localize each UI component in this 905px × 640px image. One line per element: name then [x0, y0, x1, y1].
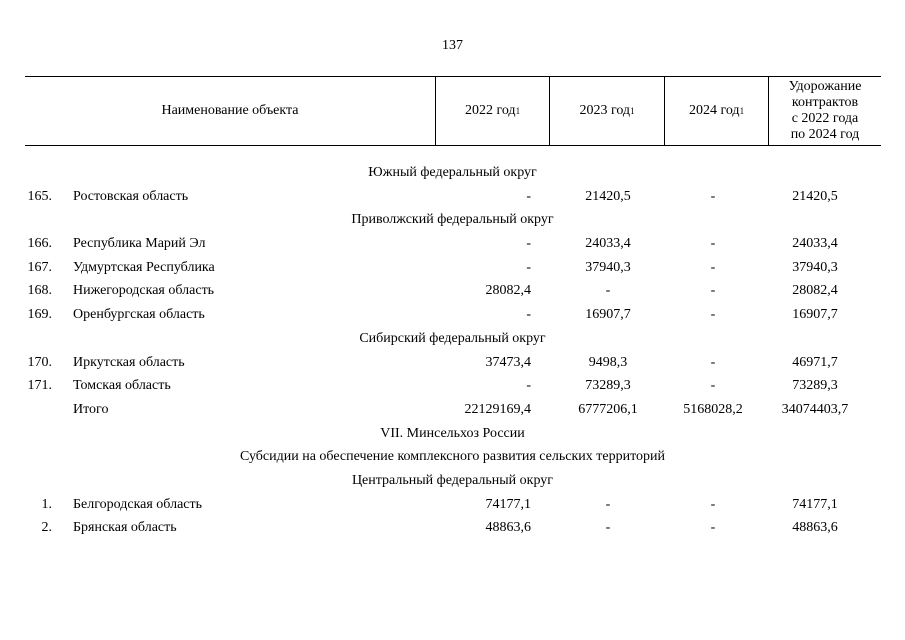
table-row — [0, 256, 905, 280]
value-2023: - — [605, 520, 611, 536]
header-total-line: с 2022 года — [791, 111, 859, 126]
value-2024: - — [710, 259, 716, 275]
section-heading: Сибирский федеральный округ — [359, 330, 546, 346]
value-2023: 6777206,1 — [578, 401, 638, 417]
table-header — [25, 76, 881, 146]
row-name: Белгородская область — [73, 496, 203, 512]
row-name: Итого — [73, 401, 109, 417]
row-name: Удмуртская Республика — [73, 259, 215, 275]
section-heading: Центральный федеральный округ — [351, 472, 554, 488]
value-total: 74177,1 — [792, 496, 838, 512]
value-total: 16907,7 — [792, 307, 838, 323]
value-2022: - — [526, 236, 531, 252]
table-row — [0, 232, 905, 256]
value-2022: - — [526, 307, 531, 323]
value-total: 48863,6 — [792, 520, 838, 536]
value-2022: - — [526, 188, 531, 204]
value-2023: - — [605, 283, 611, 299]
value-2023: 9498,3 — [588, 354, 628, 370]
table-row — [0, 374, 905, 398]
row-name: Иркутская область — [73, 354, 185, 370]
value-2024: - — [710, 496, 716, 512]
section-heading: Приволжский федеральный округ — [351, 212, 554, 228]
row-name: Ростовская область — [73, 188, 189, 204]
value-2023: 73289,3 — [585, 378, 631, 394]
table-body — [0, 161, 905, 540]
value-2022: 48863,6 — [485, 520, 531, 536]
header-2022-label: 2022 год — [464, 103, 516, 118]
section-heading-row — [0, 208, 905, 232]
value-2024: - — [710, 283, 716, 299]
value-2024: - — [710, 520, 716, 536]
value-total: 73289,3 — [792, 378, 838, 394]
value-2022: 28082,4 — [485, 283, 531, 299]
value-2024: - — [710, 378, 716, 394]
value-total: 28082,4 — [792, 283, 838, 299]
header-name-column — [25, 77, 435, 145]
header-total-line: контрактов — [791, 95, 859, 110]
table-row — [0, 279, 905, 303]
value-2023: - — [605, 496, 611, 512]
header-2024-label: 2024 год — [688, 103, 740, 118]
row-name: Томская область — [73, 378, 171, 394]
row-number: 167. — [27, 259, 52, 275]
value-2024: - — [710, 307, 716, 323]
table-row — [0, 398, 905, 422]
table-row — [0, 303, 905, 327]
header-2023-column: 2023 год 1 — [549, 77, 664, 145]
header-2024-column: 2024 год 1 — [664, 77, 768, 145]
value-total: 21420,5 — [792, 188, 838, 204]
value-2022: 22129169,4 — [464, 401, 531, 417]
value-2024: 5168028,2 — [683, 401, 743, 417]
value-total: 34074403,7 — [781, 401, 849, 417]
section-heading: VII. Минсельхоз России — [380, 425, 525, 441]
value-total: 46971,7 — [792, 354, 838, 370]
row-number: 171. — [27, 378, 52, 394]
row-number: 2. — [41, 520, 52, 536]
value-2023: 37940,3 — [585, 259, 631, 275]
row-name: Республика Марий Эл — [73, 236, 206, 252]
value-2022: - — [526, 378, 531, 394]
section-heading-row — [0, 327, 905, 351]
value-2023: 21420,5 — [585, 188, 631, 204]
row-number: 166. — [27, 236, 52, 252]
section-heading-row — [0, 422, 905, 446]
row-number: 1. — [41, 496, 52, 512]
row-name: Брянская область — [73, 520, 177, 536]
header-total-line: Удорожание — [788, 79, 862, 94]
section-heading-row — [0, 469, 905, 493]
value-2024: - — [710, 236, 716, 252]
header-2022-column: 2022 год 1 — [435, 77, 549, 145]
page-number: 137 — [442, 38, 463, 53]
value-2024: - — [710, 188, 716, 204]
header-name-label: Наименование объекта — [161, 103, 299, 118]
header-total-line: по 2024 год — [790, 127, 860, 142]
value-total: 37940,3 — [792, 259, 838, 275]
row-name: Нижегородская область — [73, 283, 215, 299]
value-total: 24033,4 — [792, 236, 838, 252]
row-name: Оренбургская область — [73, 307, 205, 323]
section-heading: Южный федеральный округ — [368, 165, 537, 180]
row-number: 169. — [27, 307, 52, 323]
header-2023-label: 2023 год — [579, 103, 631, 118]
section-heading-row — [0, 445, 905, 469]
table-row — [0, 516, 905, 540]
section-heading: Субсидии на обеспечение комплексного развития сельских территорий — [239, 449, 666, 465]
section-heading-row — [0, 161, 905, 185]
value-2022: 37473,4 — [485, 354, 531, 370]
value-2023: 16907,7 — [585, 307, 631, 323]
value-2024: - — [710, 354, 716, 370]
header-total-column — [768, 77, 881, 145]
table-row — [0, 493, 905, 517]
value-2022: - — [526, 259, 531, 275]
row-number: 168. — [27, 283, 52, 299]
table-row — [0, 185, 905, 209]
table-row — [0, 351, 905, 375]
value-2023: 24033,4 — [585, 236, 631, 252]
row-number: 165. — [27, 188, 52, 204]
value-2022: 74177,1 — [485, 496, 531, 512]
row-number: 170. — [27, 354, 52, 370]
